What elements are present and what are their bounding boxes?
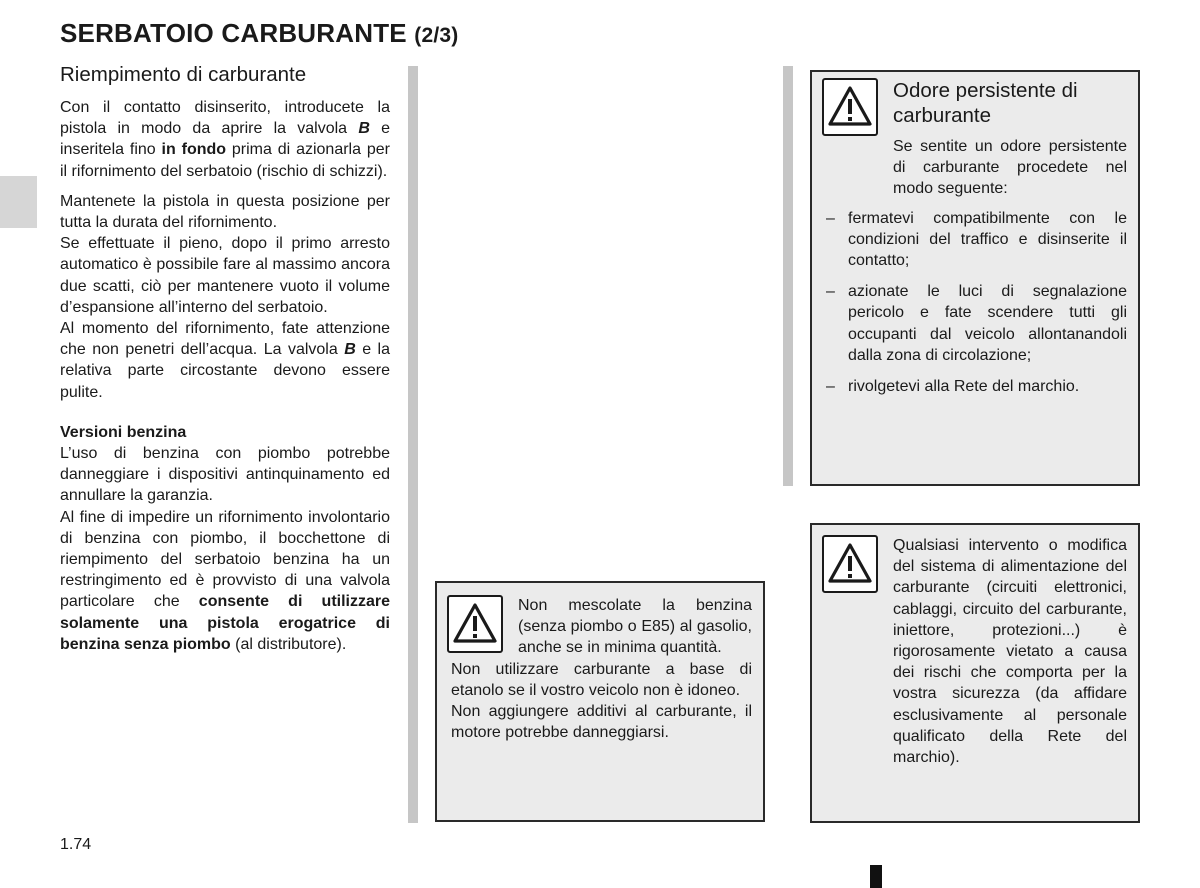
paragraph-hold-position: Mantenete la pistola in questa posizione per tutta la durata del rifornimento. [60,192,390,232]
paragraph-full-tank: Se effettuate il pieno, dopo il primo arresto automatico è possibile fare al massimo ancora due scatti, ciò per mantenere vuoto il volume d’espansione all’interno del serbatoio. [60,235,390,316]
column-divider-right [783,66,793,486]
page-title-suffix: (2/3) [414,24,459,47]
list-item: – rivolgetevi alla Rete del marchio. [826,378,1080,396]
paragraph-water-warning: Al momento del rifornimento, fate attenzione che non penetri dell’acqua. La valvola B e la relativa parte circostante devono essere pulite. [60,320,390,401]
chapter-side-tab [0,176,37,228]
paragraph-nozzle: Con il contatto disinserito, introducete la pistola in modo da aprire la valvola B e inseritela fino in fondo prima di azionarla per il rifornimento del serbatoio (rischio di schizzi). [60,99,391,180]
warning-triangle-icon [822,78,878,136]
warning-text-modification: Qualsiasi intervento o modifica del sistema di alimentazione del carburante (circuiti elettronici, cablaggi, circuito del carburante, iniettore, protezioni...) è rigorosamente vietato a causa dei rischi che comporta per la vostra sicurezza (da affidare esclusivamente al personale qualificato della Rete del marchio). [893,537,1127,767]
warning-intro-odour: Se sentite un odore persistente di carburante procedete nel modo seguente: [893,138,1127,198]
page-number: 1.74 [60,836,92,853]
section-heading: Riempimento di carburante [60,63,307,86]
subheading-petrol-versions: Versioni benzina [60,423,187,441]
fuel-filling-section [60,62,390,655]
warning-text-no-additives: Non aggiungere additivi al carburante, il motore potrebbe danneggiarsi. [451,703,752,742]
page-title: SERBATOIO CARBURANTE (2/3) [60,18,459,48]
paragraph-filler-neck: Al fine di impedire un rifornimento involontario di benzina con piombo, il bocchettone di riempimento del serbatoio benzina ha un restringimento ed è provvisto di una valvola particolare che consente di utilizzare solamente una pistola erogatrice di benzina senza piombo (al distributore). [60,508,391,653]
warning-box-no-modification [810,523,1140,823]
warning-heading-odour: Odore persistente di carburante [893,79,1078,127]
list-item: – azionate le luci di segnalazione pericolo e fate scendere tutti gli occupanti dal veicolo allontanandoli dalla zona di circolazione; [826,283,1127,364]
paragraph-leaded-petrol: L’uso di benzina con piombo potrebbe danneggiare i dispositivi antinquinamento ed annullare la garanzia. [60,445,390,505]
warning-text-no-mixing: Non mescolate la benzina (senza piombo o E85) al gasolio, anche se in minima quantità. [518,597,752,657]
warning-box-fuel-mixing [435,581,765,822]
odour-steps-list [826,208,1127,398]
column-divider-left [408,66,418,823]
warning-text-no-ethanol: Non utilizzare carburante a base di etanolo se il vostro veicolo non è idoneo. [451,660,752,699]
list-item: – fermatevi compatibilmente con le condizioni del traffico e disinserite il contatto; [826,209,1127,270]
warning-box-fuel-odour [810,70,1140,486]
page-edge-marker [870,865,882,888]
